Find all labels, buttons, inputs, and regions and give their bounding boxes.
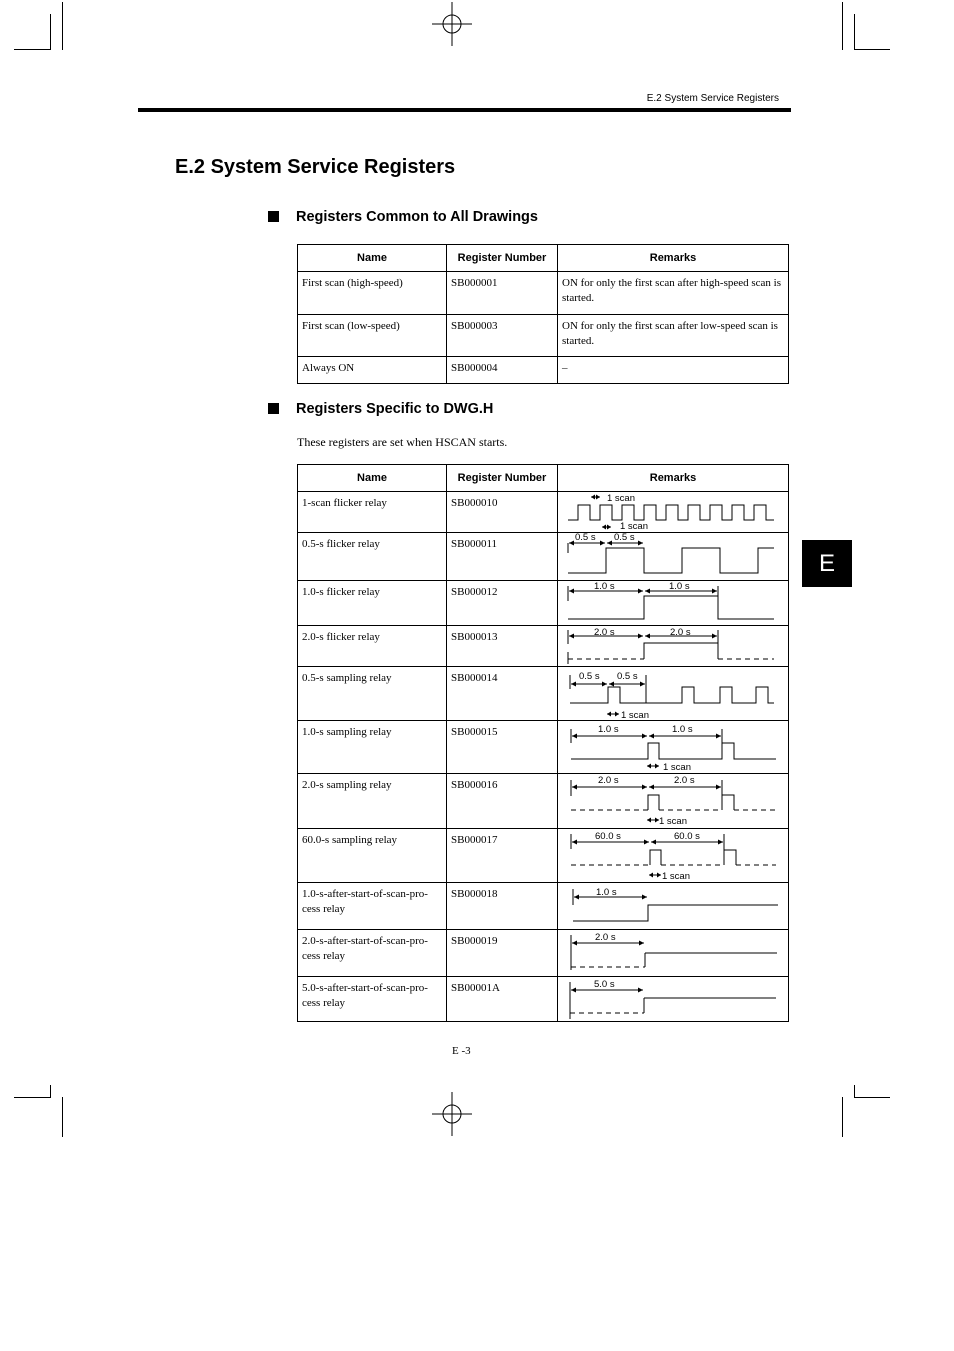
timing-diagram — [558, 626, 788, 666]
timing-diagram-cell — [558, 774, 789, 829]
diagram-label: 5.0 s — [594, 979, 615, 990]
diagram-label: 2.0 s — [598, 775, 619, 786]
diagram-label: 0.5 s — [617, 671, 638, 682]
crop-mark — [62, 1097, 63, 1137]
register-name: First scan (low-speed) — [298, 315, 447, 357]
table-header-row — [298, 245, 789, 272]
table-row — [298, 581, 789, 626]
register-name: 0.5-s flicker relay — [298, 533, 447, 581]
timing-diagram — [558, 774, 788, 828]
register-number: SB000018 — [447, 883, 558, 930]
column-header: Name — [298, 465, 447, 492]
register-name: 2.0-s sampling relay — [298, 774, 447, 829]
column-header: Name — [298, 245, 447, 272]
diagram-label: 1.0 s — [596, 887, 617, 898]
table-row — [298, 883, 789, 930]
diagram-label: 0.5 s — [575, 533, 596, 543]
crop-mark — [854, 1097, 890, 1098]
crop-mark — [14, 1097, 50, 1098]
registration-mark — [432, 1092, 472, 1136]
table-row — [298, 721, 789, 774]
diagram-label: 1 scan — [662, 871, 690, 882]
register-name: Always ON — [298, 357, 447, 384]
timing-diagram-cell — [558, 829, 789, 883]
page-title: E.2 System Service Registers — [175, 156, 456, 178]
column-header: Remarks — [558, 245, 789, 272]
crop-mark — [842, 2, 843, 50]
register-remarks: ON for only the first scan after low-speed scan is started. — [558, 315, 789, 357]
register-name: 0.5-s sampling relay — [298, 667, 447, 721]
table-row — [298, 272, 789, 315]
register-name: First scan (high-speed) — [298, 272, 447, 315]
table-row — [298, 492, 789, 533]
register-number: SB00001A — [447, 977, 558, 1022]
diagram-label: 1.0 s — [594, 581, 615, 592]
register-name: 1.0-s flicker relay — [298, 581, 447, 626]
diagram-label: 2.0 s — [595, 932, 616, 943]
common-registers-table — [297, 244, 789, 384]
table-row — [298, 667, 789, 721]
register-number: SB000004 — [447, 357, 558, 384]
timing-diagram — [558, 930, 788, 976]
table-row — [298, 829, 789, 883]
section-heading-text: Registers Common to All Drawings — [296, 209, 538, 225]
table-row — [298, 533, 789, 581]
register-name: 60.0-s sampling relay — [298, 829, 447, 883]
register-number: SB000010 — [447, 492, 558, 533]
table-row — [298, 626, 789, 667]
page-number: E -3 — [452, 1045, 471, 1057]
section-tab: E — [802, 540, 852, 587]
column-header: Register Number — [447, 465, 558, 492]
table-row — [298, 977, 789, 1022]
timing-diagram — [558, 492, 788, 532]
timing-diagram-cell — [558, 626, 789, 667]
timing-diagram-cell — [558, 667, 789, 721]
square-bullet-icon — [268, 403, 279, 414]
timing-diagram — [558, 977, 788, 1021]
diagram-label: 1.0 s — [598, 724, 619, 735]
diagram-label: 2.0 s — [594, 627, 615, 638]
register-number: SB000016 — [447, 774, 558, 829]
timing-diagram-cell — [558, 492, 789, 533]
section-heading-text: Registers Specific to DWG.H — [296, 401, 494, 417]
table-row — [298, 315, 789, 357]
register-name: 2.0-s-after-start-of-scan-pro-cess relay — [298, 930, 447, 977]
register-name: 1-scan flicker relay — [298, 492, 447, 533]
diagram-label: 0.5 s — [614, 533, 635, 543]
diagram-label: 1.0 s — [672, 724, 693, 735]
register-number: SB000014 — [447, 667, 558, 721]
timing-diagram — [558, 667, 788, 720]
crop-mark — [50, 14, 51, 50]
diagram-label: 60.0 s — [595, 831, 621, 842]
diagram-label: 1 scan — [621, 710, 649, 720]
section-intro: These registers are set when HSCAN starts. — [297, 435, 508, 449]
timing-diagram — [558, 533, 788, 580]
crop-mark — [842, 1097, 843, 1137]
table-row — [298, 930, 789, 977]
timing-diagram-cell — [558, 977, 789, 1022]
register-number: SB000012 — [447, 581, 558, 626]
diagram-label: 2.0 s — [670, 627, 691, 638]
diagram-label: 60.0 s — [674, 831, 700, 842]
register-name: 5.0-s-after-start-of-scan-pro-cess relay — [298, 977, 447, 1022]
table-header-row — [298, 465, 789, 492]
timing-diagram-cell — [558, 581, 789, 626]
register-name: 2.0-s flicker relay — [298, 626, 447, 667]
square-bullet-icon — [268, 211, 279, 222]
diagram-label: 2.0 s — [674, 775, 695, 786]
crop-mark — [50, 1085, 51, 1098]
timing-diagram-cell — [558, 883, 789, 930]
diagram-label: 1 scan — [663, 762, 691, 773]
timing-diagram — [558, 721, 788, 773]
running-header: E.2 System Service Registers — [646, 93, 779, 104]
crop-mark — [854, 49, 890, 50]
table-row — [298, 357, 789, 384]
timing-diagram-cell — [558, 930, 789, 977]
crop-mark — [14, 49, 50, 50]
timing-diagram — [558, 883, 788, 929]
register-number: SB000015 — [447, 721, 558, 774]
section-heading-dwgh — [268, 401, 493, 417]
timing-diagram — [558, 829, 788, 882]
timing-diagram-cell — [558, 533, 789, 581]
register-number: SB000011 — [447, 533, 558, 581]
register-number: SB000017 — [447, 829, 558, 883]
column-header: Register Number — [447, 245, 558, 272]
register-number: SB000013 — [447, 626, 558, 667]
table-row — [298, 774, 789, 829]
register-number: SB000019 — [447, 930, 558, 977]
register-name: 1.0-s sampling relay — [298, 721, 447, 774]
dwgh-registers-table — [297, 464, 789, 1022]
register-number: SB000001 — [447, 272, 558, 315]
crop-mark — [62, 2, 63, 50]
diagram-label: 1 scan — [620, 521, 648, 532]
register-remarks: ON for only the first scan after high-speed scan is started. — [558, 272, 789, 315]
diagram-label: 1 scan — [659, 816, 687, 827]
crop-mark — [854, 14, 855, 50]
register-number: SB000003 — [447, 315, 558, 357]
header-rule — [138, 108, 791, 112]
section-heading-common — [268, 209, 538, 225]
register-name: 1.0-s-after-start-of-scan-pro-cess relay — [298, 883, 447, 930]
diagram-label: 1.0 s — [669, 581, 690, 592]
registration-mark — [432, 2, 472, 46]
diagram-label: 1 scan — [607, 493, 635, 504]
register-remarks: – — [558, 357, 789, 384]
diagram-label: 0.5 s — [579, 671, 600, 682]
timing-diagram-cell — [558, 721, 789, 774]
timing-diagram — [558, 581, 788, 625]
crop-mark — [854, 1085, 855, 1098]
column-header: Remarks — [558, 465, 789, 492]
